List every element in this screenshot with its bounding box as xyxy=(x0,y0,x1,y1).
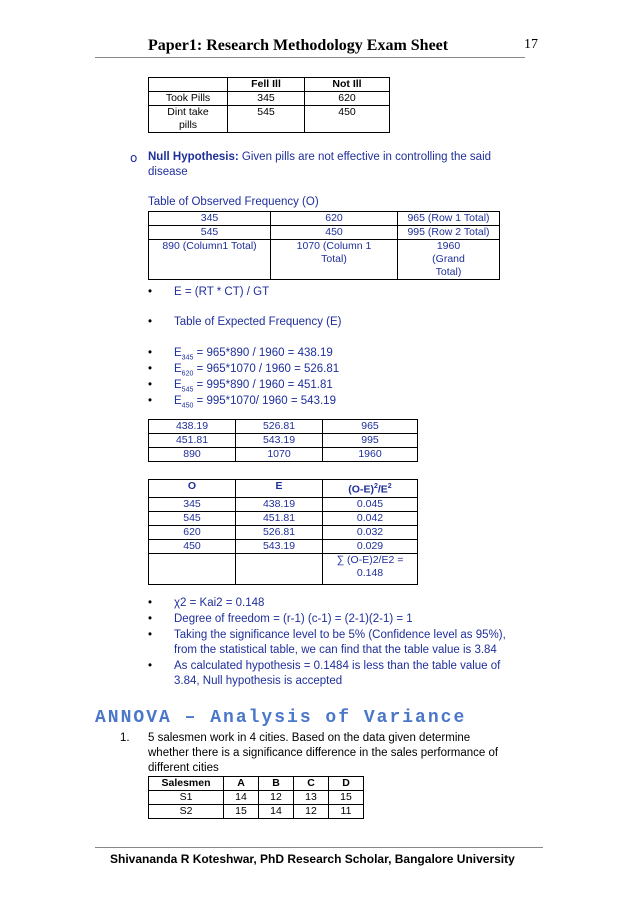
expected-frequency-table xyxy=(148,419,418,462)
null-hypothesis-line2: disease xyxy=(148,166,188,178)
table-cell: 1070 (Column 1 Total) xyxy=(271,240,398,280)
bullet-icon: • xyxy=(148,379,153,391)
table-row xyxy=(149,539,418,553)
table-cell: 965 (Row 1 Total) xyxy=(398,212,500,226)
table-cell: 543.19 xyxy=(236,434,323,448)
table-cell: 438.19 xyxy=(149,420,236,434)
table-cell: 450 xyxy=(305,106,390,133)
bullet-icon: • xyxy=(148,660,153,672)
circle-bullet-icon: o xyxy=(130,151,138,165)
table-header-cell: Salesmen xyxy=(149,777,224,791)
salesmen-table xyxy=(148,776,364,819)
table-cell: 995 xyxy=(323,434,418,448)
bullet-icon: • xyxy=(148,347,153,359)
bullet-icon: • xyxy=(148,613,153,625)
table-cell: 14 xyxy=(259,805,294,819)
table-cell xyxy=(149,553,236,584)
bullet-icon: • xyxy=(148,286,153,298)
table-cell: 12 xyxy=(294,805,329,819)
table-header-cell: $(O-E)^2/E^2$ xyxy=(323,480,418,498)
table-cell: 15 xyxy=(329,791,364,805)
table-cell: 438.19 xyxy=(236,497,323,511)
table-row xyxy=(149,420,418,434)
table-row xyxy=(149,226,500,240)
table-row xyxy=(149,240,500,280)
question-line1: 5 salesmen work in 4 cities. Based on the data given determine xyxy=(148,732,471,744)
table-cell: 620 xyxy=(149,525,236,539)
table-row xyxy=(149,106,390,133)
table-row xyxy=(149,212,500,226)
table-cell: 890 xyxy=(149,448,236,462)
table-header-row xyxy=(149,78,390,92)
sum-line1: ∑ (O-E)2/E2 = xyxy=(336,553,404,566)
table-cell: 545 xyxy=(149,226,271,240)
table-cell: S2 xyxy=(149,805,224,819)
bullet-icon: • xyxy=(148,395,153,407)
section-heading: ANNOVA – Analysis of Variance xyxy=(95,708,467,728)
table-cell: 451.81 xyxy=(149,434,236,448)
observed-table-caption: Table of Observed Frequency (O) xyxy=(148,196,319,208)
table-row xyxy=(149,511,418,525)
table-cell: 620 xyxy=(305,92,390,106)
table-cell: 0.032 xyxy=(323,525,418,539)
bullet-icon: • xyxy=(148,363,153,375)
table-header-cell xyxy=(149,78,228,92)
table-cell: 1070 xyxy=(236,448,323,462)
table-row xyxy=(149,448,418,462)
table-row xyxy=(149,434,418,448)
table-cell: 526.81 xyxy=(236,525,323,539)
table-header-cell: O xyxy=(149,480,236,498)
table-header-cell: E xyxy=(236,480,323,498)
table-header-cell: A xyxy=(224,777,259,791)
table-cell: 0.045 xyxy=(323,497,418,511)
table-cell xyxy=(236,553,323,584)
chi-square-table xyxy=(148,479,418,585)
table-header-cell: C xyxy=(294,777,329,791)
table-cell: 0.042 xyxy=(323,511,418,525)
bullet-icon: • xyxy=(148,629,153,641)
table-cell: 1960 xyxy=(323,448,418,462)
table-cell: 965 xyxy=(323,420,418,434)
table-cell: 543.19 xyxy=(236,539,323,553)
sum-cell xyxy=(323,553,418,584)
null-hypothesis-text xyxy=(148,151,538,163)
null-hypothesis-line1: Given pills are not effective in controlling the said xyxy=(238,151,492,163)
bullet-icon: • xyxy=(148,597,153,609)
table-cell: 11 xyxy=(329,805,364,819)
table-cell: 545 xyxy=(149,511,236,525)
question-line3: different cities xyxy=(148,762,219,774)
table-cell: 526.81 xyxy=(236,420,323,434)
page-footer: Shivananda R Koteshwar, PhD Research Scholar, Bangalore University xyxy=(110,852,515,866)
table-header-cell: Fell Ill xyxy=(228,78,305,92)
footer-divider xyxy=(95,847,543,848)
table-cell: 13 xyxy=(294,791,329,805)
question-line2: whether there is a significance difference in the sales performance of xyxy=(148,747,499,759)
table-cell: 545 xyxy=(228,106,305,133)
table-cell: Took Pills xyxy=(149,92,228,106)
table-cell: 450 xyxy=(149,539,236,553)
table-header-cell: D xyxy=(329,777,364,791)
table-row xyxy=(149,791,364,805)
table-row xyxy=(149,525,418,539)
page-header-title: Paper1: Research Methodology Exam Sheet xyxy=(148,37,449,54)
table-cell: 345 xyxy=(149,212,271,226)
table-row xyxy=(149,553,418,584)
question-number: 1. xyxy=(120,732,130,744)
bullet-icon: • xyxy=(148,316,153,328)
table-cell: 15 xyxy=(224,805,259,819)
table-cell: Dint take pills xyxy=(149,106,228,133)
table-header-row xyxy=(149,777,364,791)
table-row xyxy=(149,805,364,819)
table-cell: 1960 (Grand Total) xyxy=(398,240,500,280)
table-cell: 14 xyxy=(224,791,259,805)
table-row xyxy=(149,497,418,511)
table-row xyxy=(149,92,390,106)
sum-line2: 0.148 xyxy=(356,566,384,579)
pills-contingency-table xyxy=(148,77,390,133)
table-cell: S1 xyxy=(149,791,224,805)
table-cell: 995 (Row 2 Total) xyxy=(398,226,500,240)
table-cell: 12 xyxy=(259,791,294,805)
table-cell: 0.029 xyxy=(323,539,418,553)
observed-frequency-table xyxy=(148,211,500,280)
null-hypothesis-label: Null Hypothesis: xyxy=(148,151,239,163)
table-header-cell: B xyxy=(259,777,294,791)
header-divider xyxy=(95,57,525,58)
table-cell: 890 (Column1 Total) xyxy=(149,240,271,280)
table-cell: 451.81 xyxy=(236,511,323,525)
table-cell: 345 xyxy=(228,92,305,106)
table-cell: 620 xyxy=(271,212,398,226)
table-cell: 450 xyxy=(271,226,398,240)
table-header-row xyxy=(149,480,418,498)
table-header-cell: Not Ill xyxy=(305,78,390,92)
table-cell: 345 xyxy=(149,497,236,511)
page-number: 17 xyxy=(524,37,538,52)
